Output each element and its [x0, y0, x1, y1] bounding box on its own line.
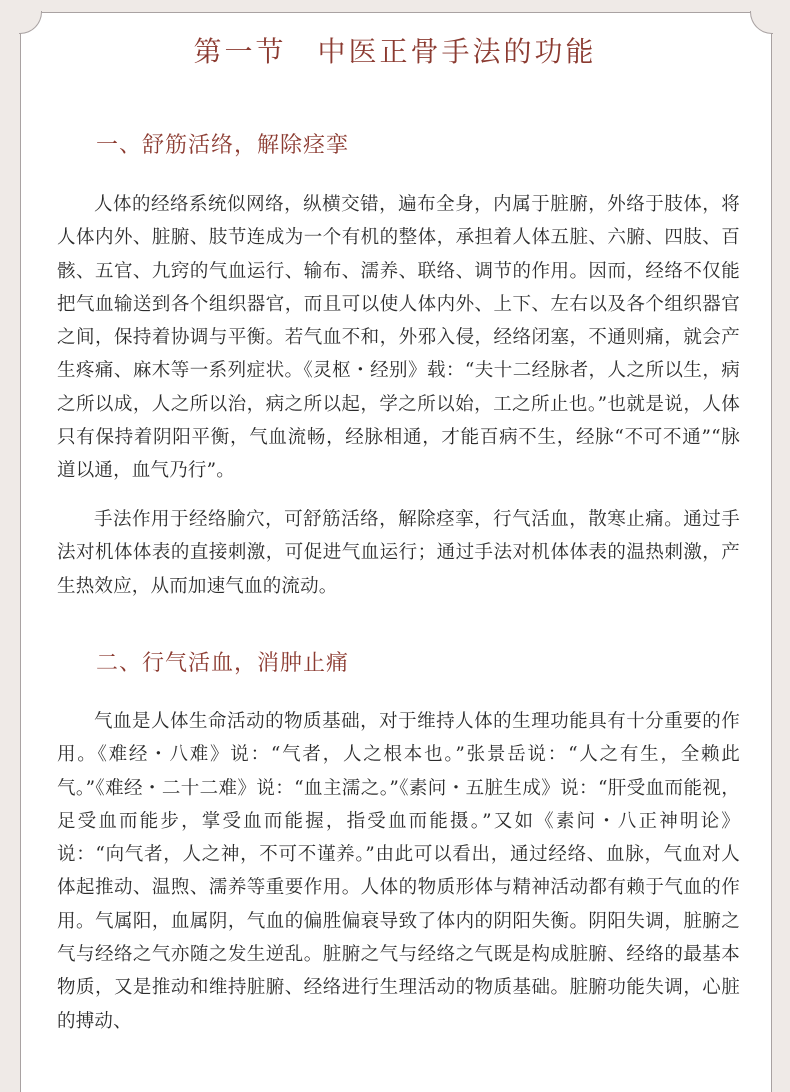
section-heading-1: 一、舒筋活络，解除痉挛 — [96, 133, 350, 158]
chapter-title: 第一节 中医正骨手法的功能 — [193, 35, 597, 68]
section-heading-2: 二、行气活血，消肿止痛 — [96, 651, 350, 676]
paragraph: 手法作用于经络腧穴，可舒筋活络，解除痉挛，行气活血，散寒止痛。通过手法对机体体表的直接刺激，可促进气血运行；通过手法对机体体表的温热刺激，产生热效应，从而加速气血的流动。 — [57, 509, 740, 597]
paragraph: 人体的经络系统似网络，纵横交错，遍布全身，内属于脏腑，外络于肢体，将人体内外、脏腑、肢节连成为一个有机的整体，承担着人体五脏、六腑、四肢、百骸、五官、九窍的气血运行、输布、濡养、联络、调节的作用。因而，经络不仅能把气血输送到各个组织器官，而且可以使人体内外、上下、左右以及各个组织器官之间，保持着协调与平衡。若气血不和，外邪入侵，经络闭塞，不通则痛，就会产生疼痛、麻木等一系列症状。《灵枢・经别》载：“夫十二经脉者，人之所以生，病之所以成，人之所以治，病之所以起，学之所以始，工之所止也。”也就是说，人体只有保持着阴阳平衡，气血流畅，经脉相通，才能百病不生，经脉“不可不通”“脉道以通，血气乃行”。 — [57, 194, 740, 482]
paragraph: 气血是人体生命活动的物质基础，对于维持人体的生理功能具有十分重要的作用。《难经・八难》说：“气者，人之根本也。”张景岳说：“人之有生，全赖此气。”《难经・二十二难》说：“血主濡之。”《素问・五脏生成》说：“肝受血而能视，足受血而能步，掌受血而能握，指受血而能摄。”又如《素问・八正神明论》说：“向气者，人之神，不可不谨养。”由此可以看出，通过经络、血脉，气血对人体起推动、温煦、濡养等重要作用。人体的物质形体与精神活动都有赖于气血的作用。气属阳，血属阴，气血的偏胜偏衰导致了体内的阴阳失衡。阴阳失调，脏腑之气与经络之气亦随之发生逆乱。脏腑之气与经络之气既是构成脏腑、经络的最基本物质，又是推动和维持脏腑、经络进行生理活动的物质基础。脏腑功能失调，心脏的搏动、 — [57, 711, 740, 1032]
